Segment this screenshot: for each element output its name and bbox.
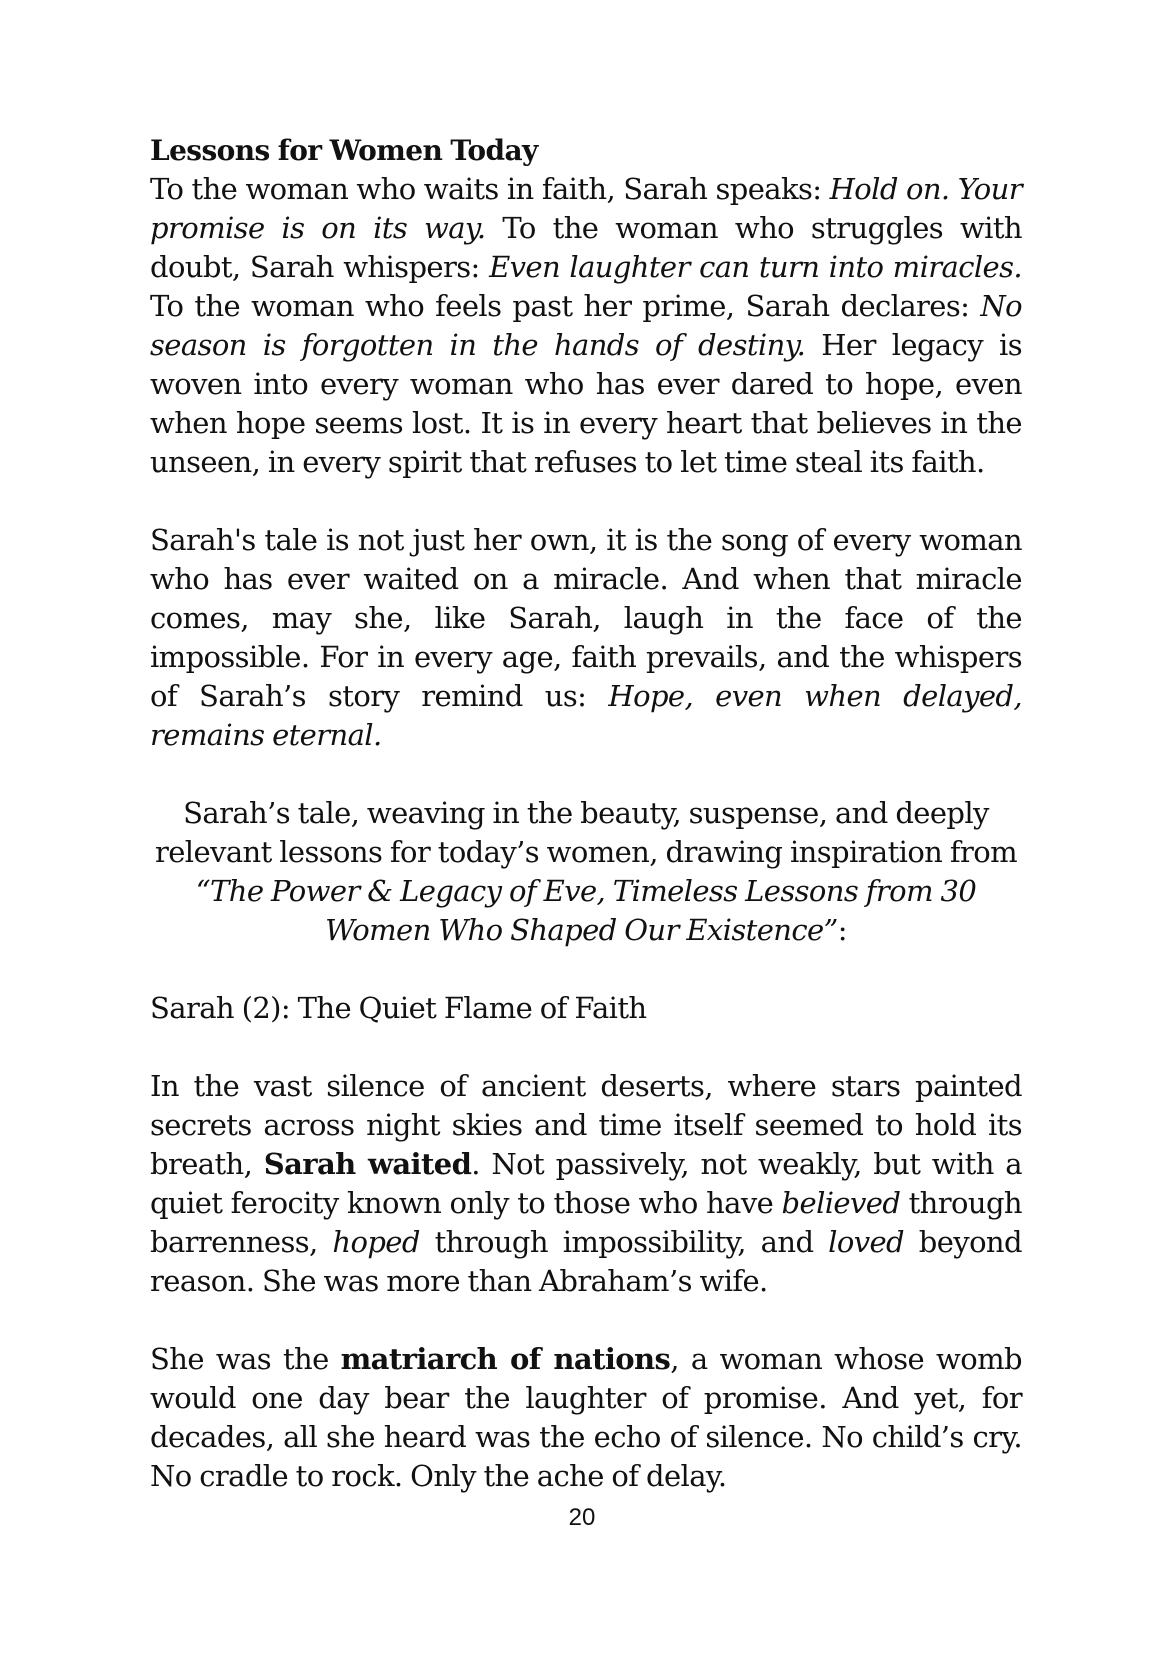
text-span: To the woman who struggles with doubt, Sarah whispers: bbox=[150, 211, 1022, 284]
paragraph-matriarch bbox=[150, 1340, 1022, 1496]
paragraph-source bbox=[150, 794, 1022, 950]
page-number: 20 bbox=[568, 1504, 596, 1531]
paragraph-deserts bbox=[150, 1067, 1022, 1301]
text-span: She was the bbox=[150, 1342, 341, 1376]
text-span: beyond reason. She was more than Abraham’s wife. bbox=[150, 1225, 1022, 1298]
text-span: In the vast silence of ancient deserts, where stars painted secrets across night skies and time itself seemed to hold its breath, bbox=[150, 1069, 1022, 1181]
text-span: To the woman who feels past her prime, Sarah declares: bbox=[150, 289, 981, 323]
paragraph-gap bbox=[150, 950, 1022, 989]
paragraph-song bbox=[150, 521, 1022, 755]
italic-word: hoped bbox=[332, 1225, 420, 1259]
italic-word: believed bbox=[781, 1186, 901, 1220]
paragraph-gap bbox=[150, 482, 1022, 521]
paragraph-gap bbox=[150, 1301, 1022, 1340]
text-span: through impossibility, and bbox=[419, 1225, 829, 1259]
italic-quote: No season is forgotten in the hands of destiny. bbox=[150, 289, 1022, 362]
italic-word: loved bbox=[828, 1225, 905, 1259]
chapter-subtitle: Sarah (2): The Quiet Flame of Faith bbox=[150, 991, 647, 1025]
paragraph-gap bbox=[150, 755, 1022, 794]
text-span: Her legacy is woven into every woman who has ever dared to hope, even when hope seems lost. It is in every heart that believes in the unseen, in every spirit that refuses to let time steal its faith. bbox=[150, 328, 1022, 479]
text-span: To the woman who waits in faith, Sarah speaks: bbox=[150, 172, 830, 206]
text-span: through barrenness, bbox=[150, 1186, 1022, 1259]
section-heading: Lessons for Women Today bbox=[150, 134, 538, 167]
text-span: Sarah's tale is not just her own, it is the song of every woman who has ever waited on a miracle. And when that miracle comes, may she, like Sarah, laugh in the face of the impossible. For in every age, faith prevails, and the whispers of Sarah’s story remind us: bbox=[150, 523, 1022, 713]
text-span: , a woman whose womb would one day bear the laughter of promise. And yet, for decades, all she heard was the echo of silence. No child’s cry. No cradle to rock. Only the ache of delay. bbox=[150, 1342, 1023, 1493]
paragraph-gap bbox=[150, 1028, 1022, 1067]
italic-quote: Hold on. Your promise is on its way. bbox=[150, 172, 1022, 245]
italic-quote: Even laughter can turn into miracles. bbox=[489, 250, 1022, 284]
bold-phrase: Sarah waited bbox=[263, 1147, 472, 1181]
paragraph-lessons bbox=[150, 170, 1022, 482]
italic-quote: Hope, even when delayed, remains eternal. bbox=[150, 679, 1023, 752]
text-span: : bbox=[837, 913, 847, 947]
page-body bbox=[150, 131, 1022, 1496]
text-span: Sarah’s tale, weaving in the beauty, suspense, and deeply relevant lessons for today’s women, drawing inspiration from bbox=[154, 796, 1018, 869]
bold-phrase: matriarch of nations bbox=[340, 1342, 671, 1376]
text-span: . Not passively, not weakly, but with a quiet ferocity known only to those who have bbox=[150, 1147, 1022, 1220]
book-title: “The Power & Legacy of Eve, Timeless Lessons from 30 Women Who Shaped Our Existence” bbox=[195, 874, 977, 947]
